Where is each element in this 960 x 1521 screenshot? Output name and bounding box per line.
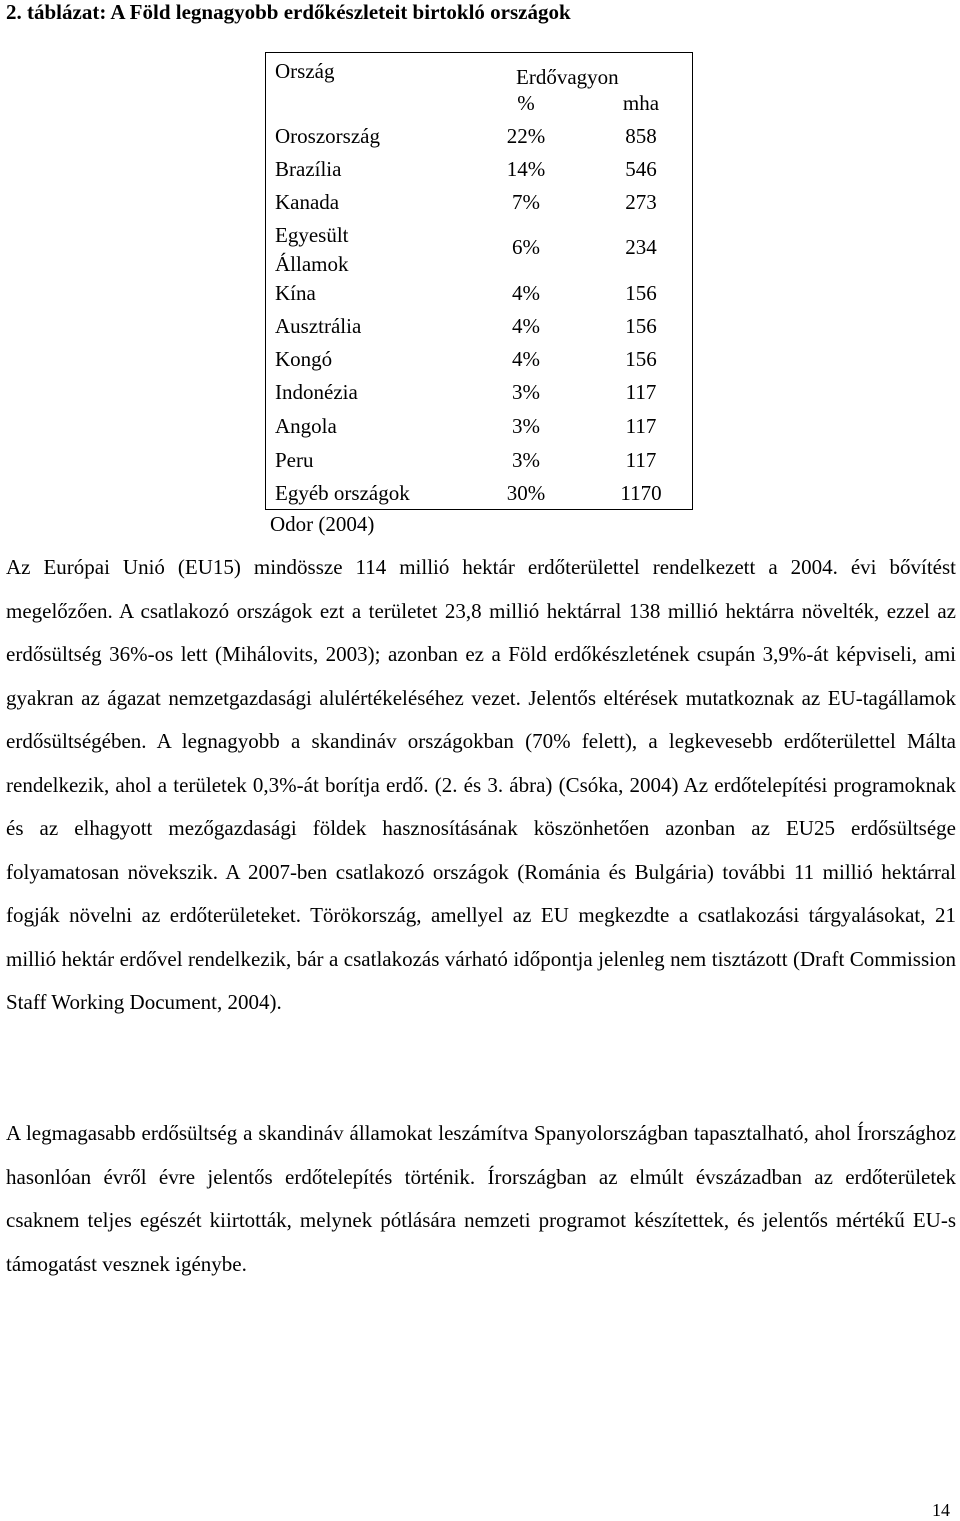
country-cell: Kongó [275,347,333,371]
mha-cell: 234 [625,235,657,259]
col-resource-header: Erdővagyon [516,65,619,89]
country-cell: Brazília [275,157,342,181]
pct-cell: 4% [512,314,540,338]
mha-cell: 156 [625,314,657,338]
country-cell: Kína [275,281,316,305]
country-cell: Oroszország [275,124,380,148]
country-cell: Egyesült Államok [275,223,349,276]
col-mha-header: mha [622,91,660,115]
pct-cell: 14% [506,157,546,181]
country-cell: Ausztrália [275,314,362,338]
pct-cell: 22% [506,124,546,148]
pct-cell: 4% [512,281,540,305]
pct-cell: 4% [512,347,540,371]
pct-cell: 3% [512,414,540,438]
pct-cell: 30% [506,481,546,505]
mha-cell: 156 [625,281,657,305]
mha-cell: 156 [625,347,657,371]
pct-cell: 3% [512,380,540,404]
forest-table [265,52,693,510]
body-paragraph: Az Európai Unió (EU15) mindössze 114 millió hektár erdőterülettel rendelkezett a 2004. évi bővítést megelőzően. A csatlakozó országok ezt a területet 23,8 millió hektárral 138 millió hektárra növelték, ezzel az erdősültség 36%-os lett (Mihálovits, 2003); azonban ez a Föld erdőkészletének csupán 3,9%-át képviseli, ami gyakran az ágazat nemzetgazdasági alulértékeléséhez vezet. Jelentős eltérések mutatkoznak az EU-tagállamok erdősültségében. A legnagyobb a skandináv országokban (70% felett), a legkevesebb erdőterülettel Málta rendelkezik, ahol a területek 0,3%-át borítja erdő. (2. és 3. ábra) (Csóka, 2004) Az erdőtelepítési programoknak és az elhagyott mezőgazdasági földek hasznosításának köszönhetően azonban az EU25 erdősültsége folyamatosan növekszik. A 2007-ben csatlakozó országok (Románia és Bulgária) további 11 millió hektárral fogják növelni az erdőterületeket. Törökország, amellyel az EU megkezdte a csatlakozási tárgyalásokat, 21 millió hektár erdővel rendelkezik, bár a csatlakozás várható időpontja jelenleg nem tisztázott (Draft Commission Staff Working Document, 2004). [6,555,956,1014]
page-number: 14 [932,1500,950,1520]
country-cell: Indonézia [275,380,358,404]
table-source: Odor (2004) [270,512,375,536]
mha-cell: 117 [625,380,657,404]
mha-cell: 117 [625,448,657,472]
pct-cell: 7% [512,190,540,214]
country-cell: Kanada [275,190,340,214]
mha-cell: 1170 [620,481,662,505]
pct-cell: 6% [512,235,540,259]
mha-cell: 858 [625,124,657,148]
country-cell: Angola [275,414,337,438]
table-caption: 2. táblázat: A Föld legnagyobb erdőkészleteit birtokló országok [6,0,571,24]
pct-cell: 3% [512,448,540,472]
body-paragraph: A legmagasabb erdősültség a skandináv államokat leszámítva Spanyolországban tapasztalható, ahol Írországhoz hasonlóan évről évre jelentős erdőtelepítés történik. Írországban az elmúlt évszázadban az erdőterületek csaknem teljes egészét kiirtották, melynek pótlására nemzeti programot készítettek, és jelentős mértékű EU-s támogatást vesznek igénybe. [6,1121,956,1276]
country-cell: Egyéb országok [275,481,410,505]
mha-cell: 273 [625,190,657,214]
mha-cell: 117 [625,414,657,438]
mha-cell: 546 [625,157,657,181]
col-country-header: Ország [275,59,335,83]
country-cell: Peru [275,448,314,472]
col-pct-header: % [517,91,535,115]
